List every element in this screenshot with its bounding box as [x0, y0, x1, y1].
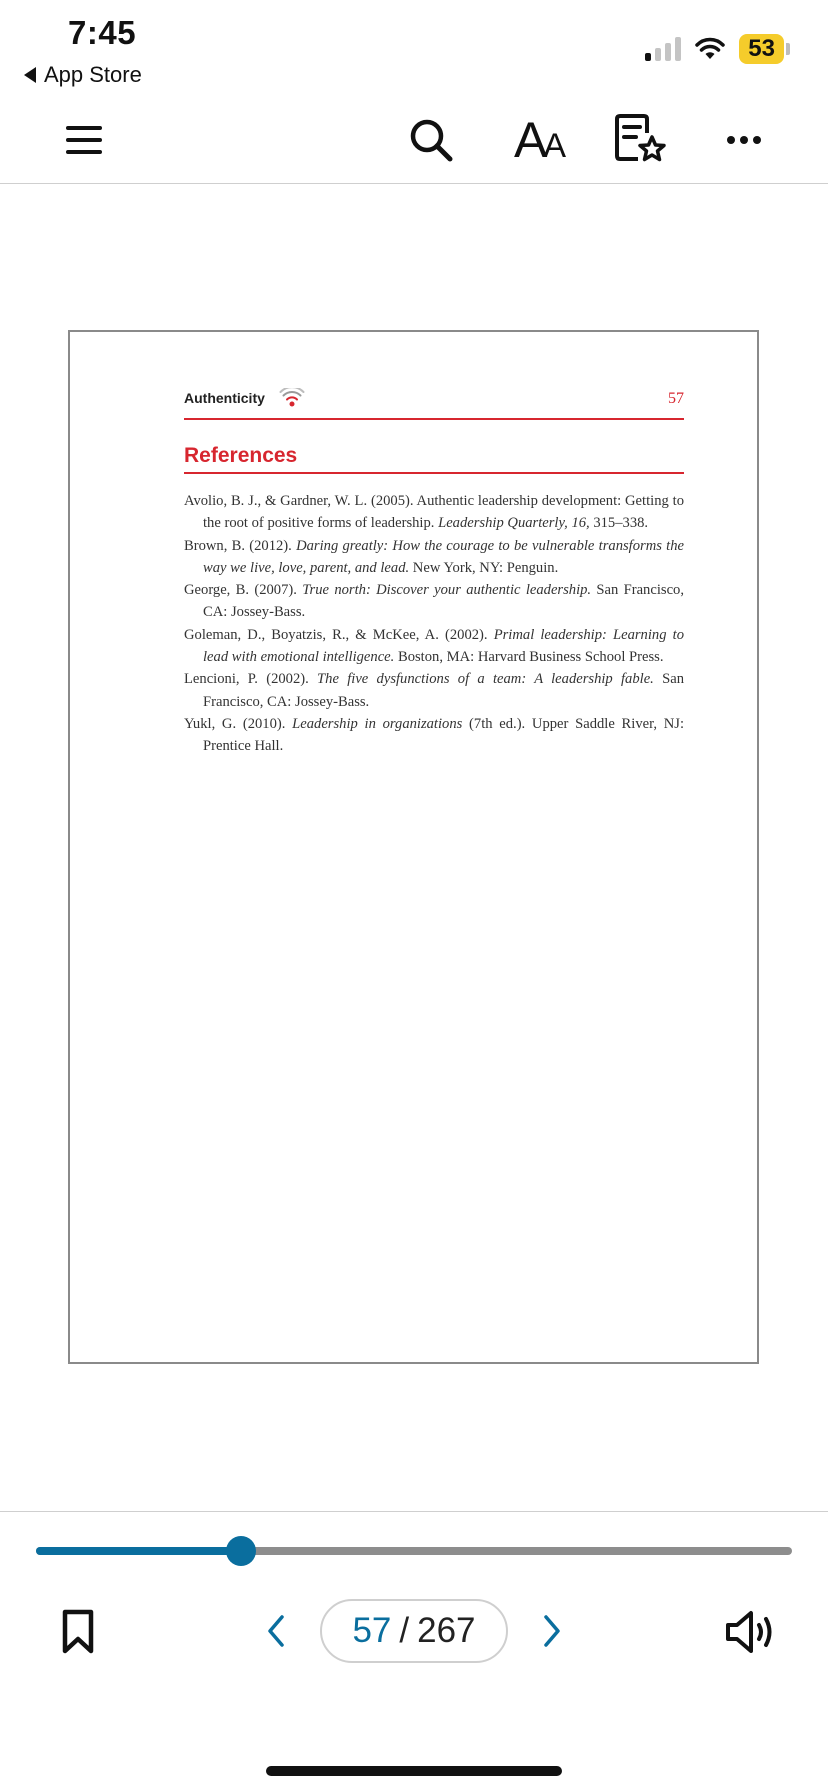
font-size-icon: AA: [513, 112, 563, 168]
status-time: 7:45: [68, 14, 137, 51]
speaker-icon: [724, 1608, 776, 1656]
references-heading: References: [184, 444, 684, 474]
book-page[interactable]: [68, 330, 759, 1364]
cellular-signal-icon: [645, 37, 681, 61]
reference-list: [184, 490, 684, 758]
reference-item: George, B. (2007). True north: Discover your authentic leadership. San Francisco, CA: Jossey-Bass.: [184, 582, 684, 621]
document-star-icon: [614, 113, 666, 167]
page-indicator-pill[interactable]: [320, 1599, 508, 1663]
search-icon: [408, 117, 454, 163]
total-pages: 267: [417, 1611, 476, 1650]
battery-indicator: [739, 34, 790, 64]
status-indicators: [645, 34, 790, 64]
reference-item: Goleman, D., Boyatzis, R., & McKee, A. (2002). Primal leadership: Learning to lead with emotional intelligence. Boston, MA: Harvard Business School Press.: [184, 626, 684, 666]
more-options-button[interactable]: [720, 110, 768, 170]
search-button[interactable]: [406, 110, 456, 170]
reference-item: Lencioni, P. (2002). The five dysfunctions of a team: A leadership fable. San Francisco, CA: Jossey-Bass.: [184, 671, 685, 710]
running-head-title: Authenticity: [184, 390, 265, 406]
bottom-divider: [0, 1511, 828, 1512]
running-head-title-group: [184, 388, 305, 408]
back-triangle-icon: [24, 67, 36, 83]
reference-item: Yukl, G. (2010). Leadership in organizations (7th ed.). Upper Saddle River, NJ: Prentice Hall.: [184, 715, 685, 755]
page-number: 57: [668, 390, 684, 407]
previous-page-button[interactable]: [256, 1607, 296, 1655]
slider-fill: [36, 1547, 241, 1555]
battery-nub: [786, 43, 790, 55]
font-size-button[interactable]: [508, 110, 568, 170]
bookmark-button[interactable]: [56, 1600, 100, 1664]
back-to-app-store-link[interactable]: [24, 62, 142, 88]
page-content: [184, 388, 684, 758]
reader-toolbar: [0, 100, 828, 184]
chevron-left-icon: [265, 1613, 287, 1649]
running-head: [184, 388, 684, 420]
menu-button[interactable]: [60, 110, 108, 170]
reference-item: Brown, B. (2012). Daring greatly: How the courage to be vulnerable transforms the way we live, love, parent, and lead. New York, NY: Penguin.: [184, 537, 684, 576]
read-aloud-button[interactable]: [720, 1602, 780, 1662]
page-separator: /: [399, 1611, 410, 1650]
current-page: 57: [352, 1611, 392, 1650]
wifi-ornament-icon: [279, 388, 305, 408]
bookmark-icon: [61, 1609, 95, 1655]
battery-level: 53: [739, 34, 784, 64]
slider-thumb[interactable]: [226, 1536, 256, 1566]
reference-item: Avolio, B. J., & Gardner, W. L. (2005). Authentic leadership development: Getting to the root of positive forms of leadership. Leadership Quarterly, 16, 315–338.: [184, 493, 684, 532]
home-indicator[interactable]: [266, 1766, 562, 1776]
more-dots-icon: [726, 135, 762, 145]
page-progress-slider[interactable]: [36, 1541, 792, 1561]
back-label: App Store: [44, 62, 142, 87]
wifi-icon: [695, 37, 725, 61]
notes-bookmarks-button[interactable]: [612, 110, 668, 170]
chevron-right-icon: [541, 1613, 563, 1649]
hamburger-menu-icon: [64, 123, 104, 157]
next-page-button[interactable]: [532, 1607, 572, 1655]
